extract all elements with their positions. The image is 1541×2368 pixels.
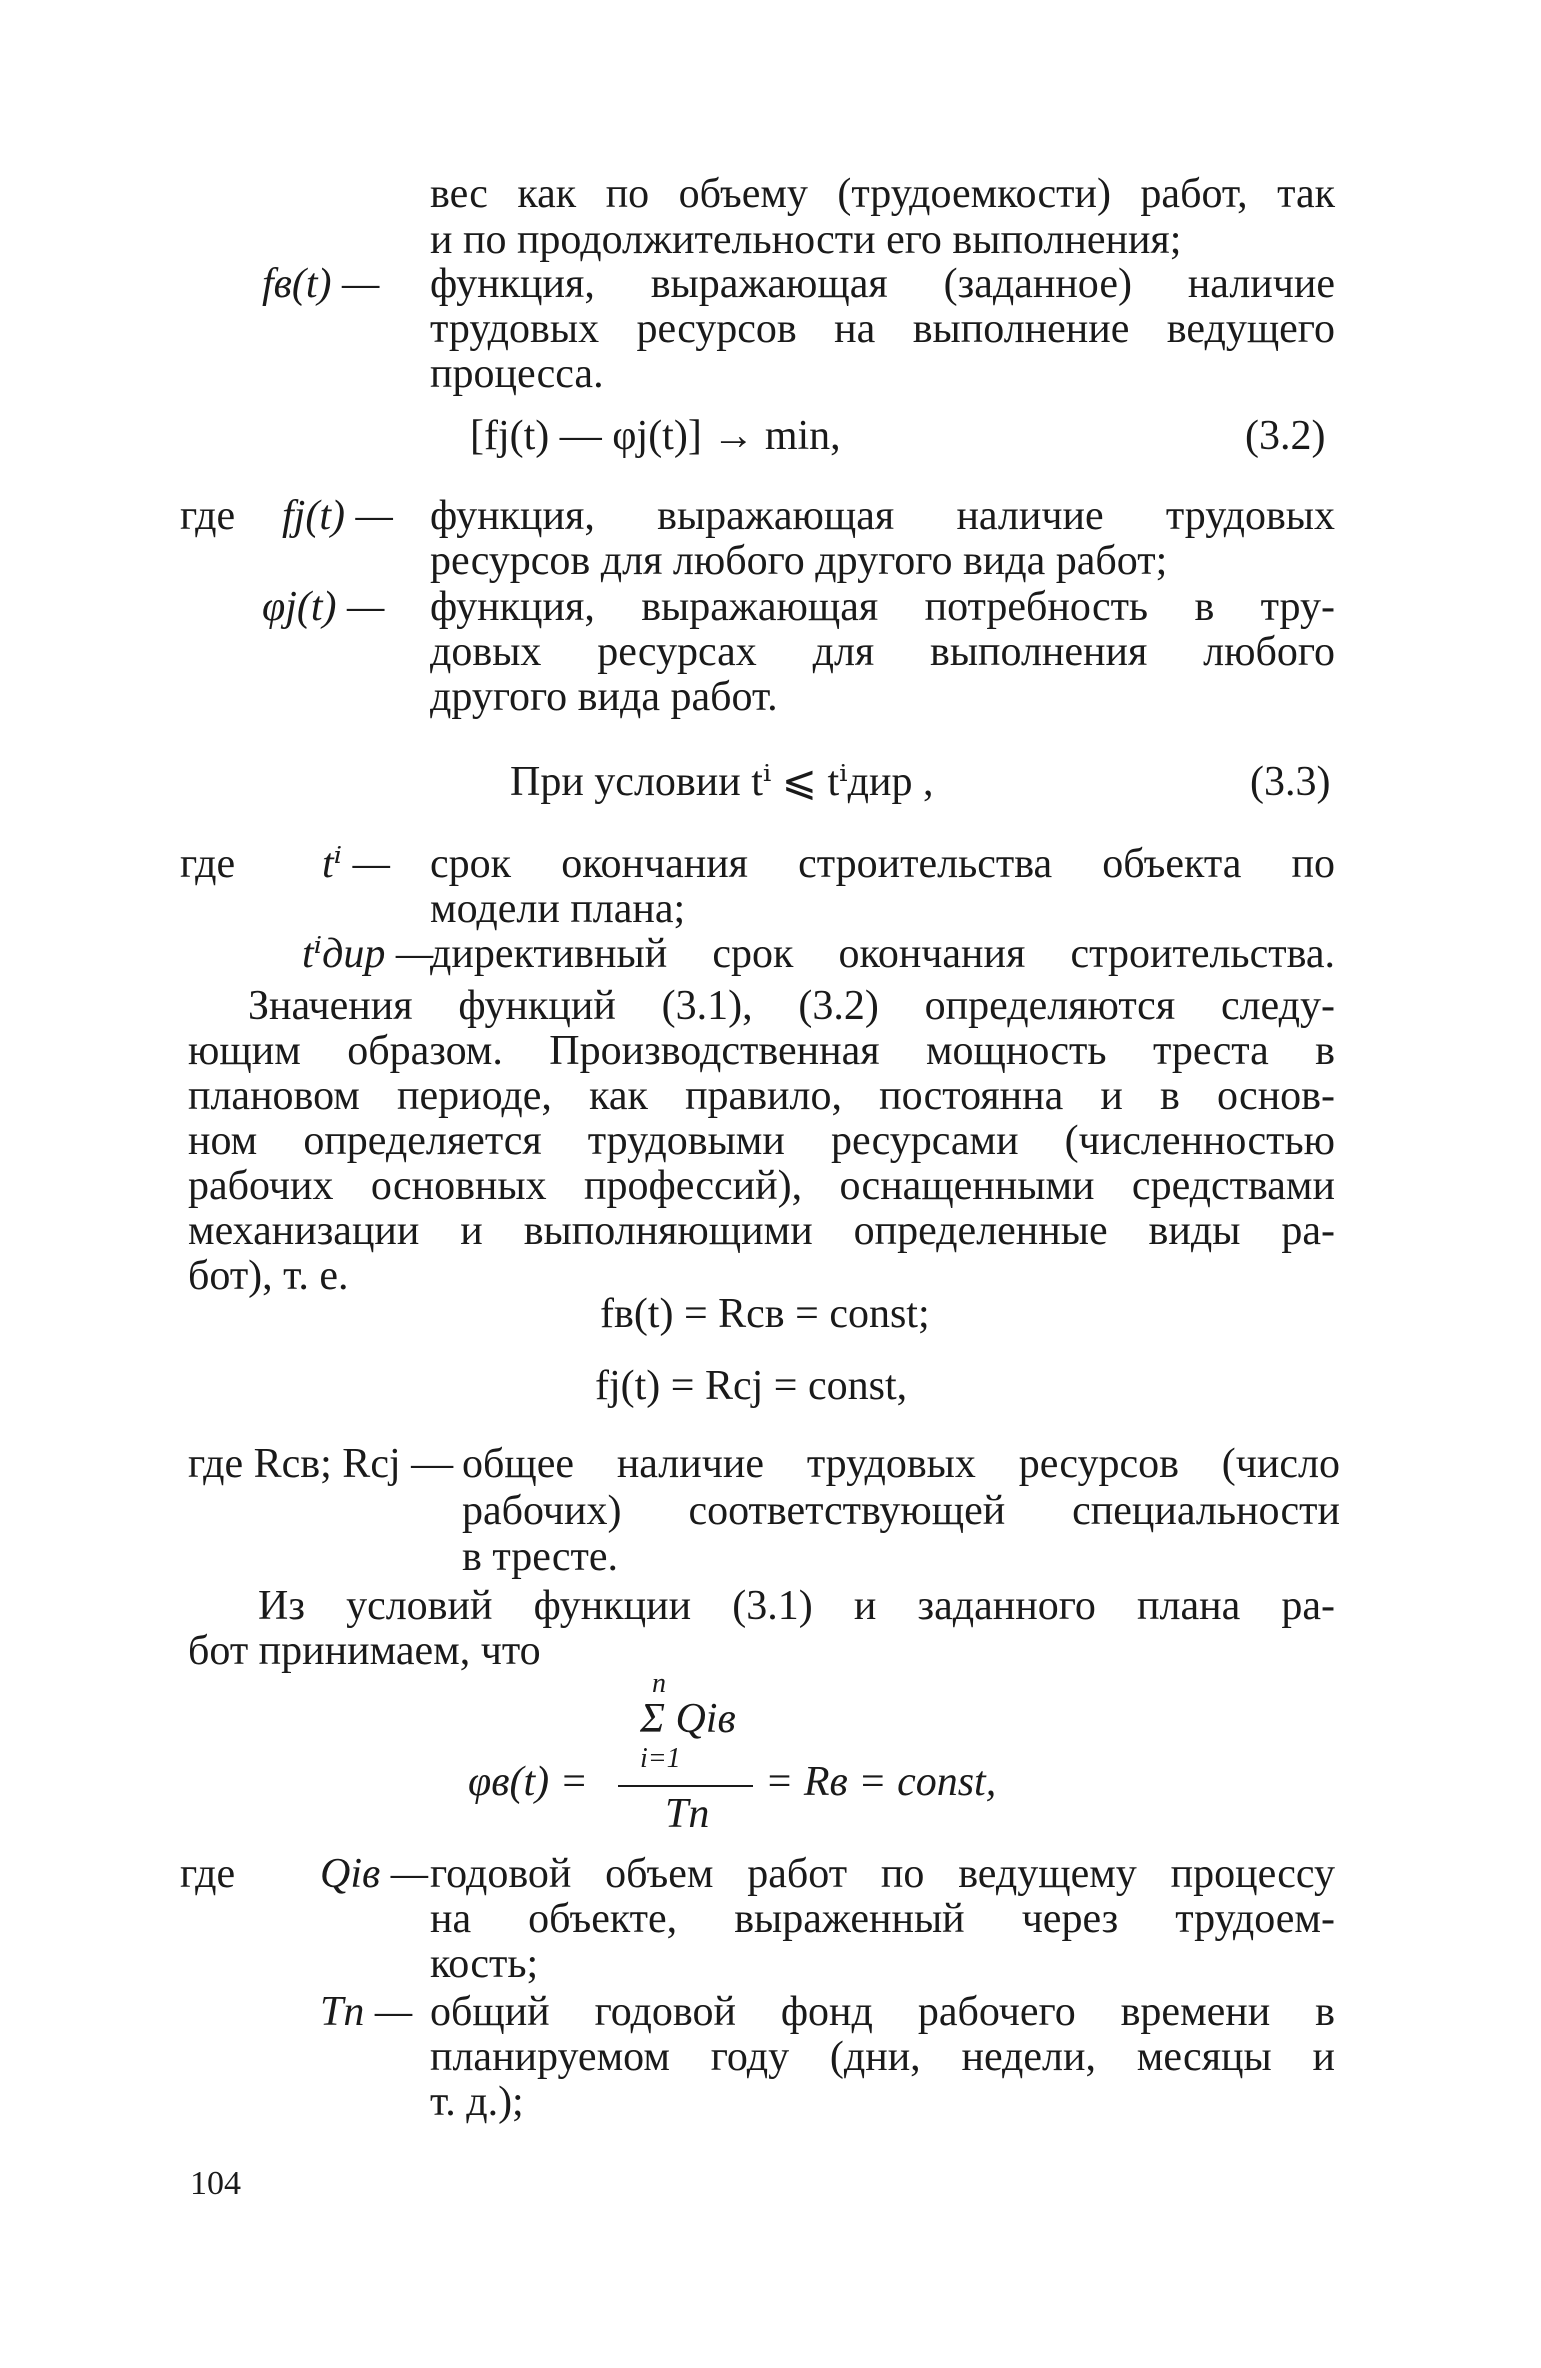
symbol-tdir: tⁱдир — xyxy=(302,931,434,977)
symbol-ti: tⁱ — xyxy=(322,841,390,887)
text-line: вес как по объему (трудоемкости) работ, так xyxy=(430,171,1335,217)
sum-lower-limit: i=1 xyxy=(640,1743,681,1774)
text-line: кость; xyxy=(430,1941,539,1987)
text-line: функция, выражающая (заданное) наличие xyxy=(430,261,1335,307)
text-line: трудовых ресурсов на выполнение ведущего xyxy=(430,306,1335,352)
text-line: общий годовой фонд рабочего времени в xyxy=(430,1989,1335,2035)
text-line: бот принимаем, что xyxy=(188,1628,541,1674)
text-line: годовой объем работ по ведущему процессу xyxy=(430,1851,1335,1897)
symbol-fv: fв(t) — xyxy=(262,261,380,307)
where-label: где xyxy=(180,841,236,887)
sum-expression: Σ Qiв xyxy=(640,1696,736,1742)
text-line: планируемом году (дни, недели, месяцы и xyxy=(430,2034,1335,2080)
symbol-phij: φj(t) — xyxy=(262,584,385,630)
text-line: срок окончания строительства объекта по xyxy=(430,841,1335,887)
text-line: ном определяется трудовыми ресурсами (численностью xyxy=(188,1118,1335,1164)
text-line: на объекте, выраженный через трудоем- xyxy=(430,1896,1335,1942)
text-line: рабочих) соответствующей специальности xyxy=(462,1488,1340,1534)
equation-phiv-right: = Rв = const, xyxy=(765,1759,997,1805)
text-line: другого вида работ. xyxy=(430,674,778,720)
text-line: ющим образом. Производственная мощность треста в xyxy=(188,1028,1335,1074)
equation-number: (3.2) xyxy=(1245,413,1326,459)
text-line: и по продолжительности его выполнения; xyxy=(430,217,1182,263)
equation-number: (3.3) xyxy=(1250,759,1331,805)
equation-3-3: При условии tⁱ ⩽ tⁱдир , xyxy=(510,759,934,805)
text-line: ресурсов для любого другого вида работ; xyxy=(430,538,1168,584)
symbol-T: Tп — xyxy=(320,1989,413,2035)
text-line: довых ресурсах для выполнения любого xyxy=(430,629,1335,675)
page-number: 104 xyxy=(190,2165,241,2202)
equation-fv: fв(t) = Rсв = const; xyxy=(600,1291,930,1337)
text-line: плановом периоде, как правило, постоянна и в основ- xyxy=(188,1073,1335,1119)
fraction-denominator: Tп xyxy=(665,1791,710,1837)
sum-upper-limit: n xyxy=(652,1668,666,1699)
text-line: функция, выражающая наличие трудовых xyxy=(430,493,1335,539)
text-line: механизации и выполняющими определенные виды ра- xyxy=(188,1208,1335,1254)
text-line: Значения функций (3.1), (3.2) определяются следу- xyxy=(248,983,1335,1029)
text-line: общее наличие трудовых ресурсов (число xyxy=(462,1441,1340,1487)
where-label: где xyxy=(180,1851,236,1897)
text-line: модели плана; xyxy=(430,886,686,932)
equation-phiv-left: φв(t) = xyxy=(468,1759,588,1805)
text-line: Из условий функции (3.1) и заданного плана ра- xyxy=(258,1583,1335,1629)
text-line: в тресте. xyxy=(462,1534,619,1580)
text-line: рабочих основных профессий), оснащенными средствами xyxy=(188,1163,1335,1209)
where-label: где xyxy=(180,493,236,539)
symbol-fj: fj(t) — xyxy=(282,493,393,539)
equation-3-2: [fj(t) — φj(t)] → min, xyxy=(470,413,841,459)
text-line: функция, выражающая потребность в тру- xyxy=(430,584,1335,630)
text-line: директивный срок окончания строительства. xyxy=(430,931,1335,977)
equation-fj: fj(t) = Rсj = const, xyxy=(595,1363,908,1409)
text-line: т. д.); xyxy=(430,2079,524,2125)
fraction-bar xyxy=(618,1785,753,1787)
text-line: процесса. xyxy=(430,351,604,397)
symbol-Q: Qiв — xyxy=(320,1851,429,1897)
text-line: бот), т. е. xyxy=(188,1253,349,1299)
where-label: где Rсв; Rсj — xyxy=(188,1441,454,1487)
